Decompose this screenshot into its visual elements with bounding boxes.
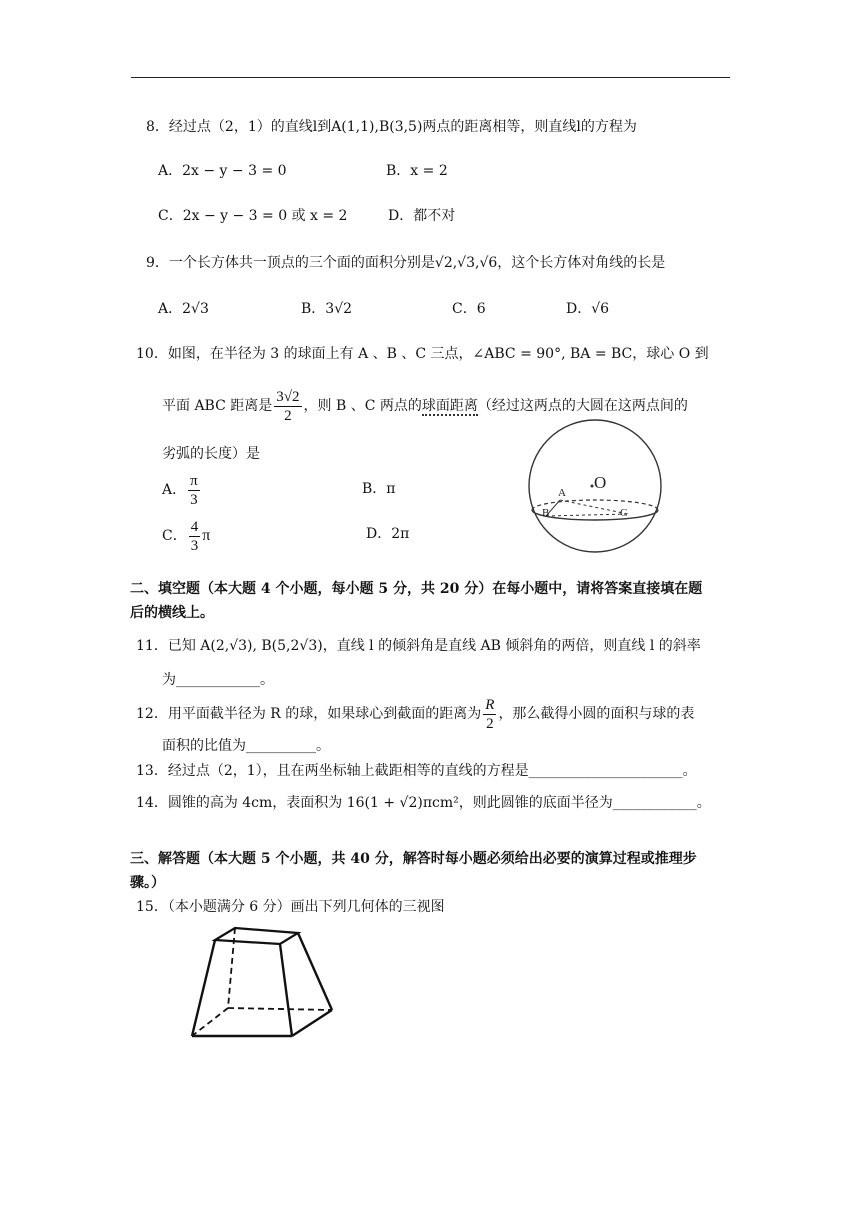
q10-line1: 10．如图，在半径为 3 的球面上有 A 、B 、C 三点，∠ABC = 90°, BA = BC，球心 O 到 — [136, 346, 709, 362]
sphere-figure — [520, 418, 670, 556]
q10-option-c-denominator: 3 — [190, 537, 199, 554]
q14: 14．圆锥的高为 4cm，表面积为 16(1 + √2)πcm²，则此圆锥的底面半径为____________。 — [136, 795, 711, 811]
section2-heading-cont: 后的横线上。 — [130, 605, 214, 621]
q9-option-c: C．6 — [452, 301, 486, 317]
label-a: A — [558, 487, 566, 499]
q11-line1: 11．已知 A(2,√3), B(5,2√3)，直线 l 的倾斜角是直线 AB 倾斜角的两倍，则直线 l 的斜率 — [136, 638, 701, 654]
q12-line2: 面积的比值为__________。 — [162, 738, 330, 754]
q9-option-b: B．3√2 — [301, 301, 353, 317]
q8-option-b: B．x = 2 — [386, 163, 448, 179]
label-c: C — [620, 507, 628, 519]
q10-option-a — [162, 470, 202, 510]
q12-denominator: 2 — [486, 715, 494, 732]
q10-distance-denominator: 2 — [284, 407, 292, 424]
q9-option-d: D．√6 — [566, 301, 610, 317]
sphere-section-back — [532, 500, 658, 510]
q10-option-c-numerator: 4 — [190, 518, 199, 535]
q12-numerator: R — [485, 696, 495, 713]
q12-pre: 12．用平面截半径为 R 的球，如果球心到截面的距离为 — [136, 706, 482, 722]
q10-line2-post: （经过这两点的大圆在这两点间的 — [477, 398, 688, 414]
q12-line1 — [136, 694, 694, 734]
q10-line2-dotted: 球面距离 — [421, 398, 478, 414]
q10-distance-fraction — [274, 388, 301, 425]
section3-heading: 三、解答题（本大题 5 个小题，共 40 分，解答时每小题必须给出必要的演算过程或推理步 — [130, 851, 697, 867]
q11-line2: 为____________。 — [162, 672, 274, 688]
q10-option-b: B．π — [362, 481, 396, 497]
frustum-hidden-back — [228, 1008, 332, 1010]
q10-line3: 劣弧的长度）是 — [162, 446, 260, 462]
q8-option-c: C．2x − y − 3 = 0 或 x = 2 — [158, 208, 348, 224]
header-rule — [131, 77, 730, 78]
frustum-edge-front-right — [280, 944, 292, 1036]
q10-option-a-denominator: 3 — [190, 491, 198, 508]
segment-bc — [546, 514, 628, 516]
section3-heading-cont: 骤。） — [130, 875, 165, 891]
q10-line2-mid: ，则 B 、C 两点的 — [303, 398, 422, 414]
q15: 15．（本小题满分 6 分）画出下列几何体的三视图 — [136, 899, 445, 915]
label-o: O — [594, 473, 607, 492]
q10-option-d: D．2π — [366, 526, 410, 542]
q10-option-a-fraction — [188, 472, 200, 509]
q9-stem: 9．一个长方体共一顶点的三个面的面积分别是√2,√3,√6，这个长方体对角线的长是 — [146, 255, 666, 271]
q10-option-a-label: A． — [162, 482, 187, 498]
frustum-edge-back-right — [298, 933, 332, 1010]
q10-distance-numerator: 3√2 — [276, 388, 300, 405]
q8-stem: 8．经过点（2，1）的直线l到A(1,1),B(3,5)两点的距离相等，则直线l的方程为 — [146, 119, 637, 135]
frustum-top-face — [215, 928, 298, 944]
label-b: B — [542, 507, 550, 519]
section2-heading: 二、填空题（本大题 4 个小题，每小题 5 分，共 20 分）在每小题中，请将答案直接填在题 — [130, 581, 703, 597]
q12-post: ，那么截得小圆的面积与球的表 — [498, 706, 695, 722]
q9-option-a: A．2√3 — [158, 301, 209, 317]
q10-option-a-numerator: π — [190, 472, 198, 489]
frustum-bottom-right — [292, 1010, 332, 1036]
q10-option-c-pi: π — [202, 527, 211, 544]
q10-line2-pre: 平面 ABC 距离是 — [162, 398, 273, 414]
q10-option-c-fraction — [189, 518, 201, 555]
q12-fraction — [483, 696, 496, 733]
segment-ac — [560, 500, 628, 514]
q8-option-d: D．都不对 — [388, 208, 456, 224]
q8-option-a: A．2x − y − 3 = 0 — [158, 163, 287, 179]
frustum-figure — [180, 918, 360, 1046]
q10-option-c — [162, 516, 210, 556]
q10-option-c-label: C． — [162, 528, 187, 544]
q13: 13．经过点（2，1），且在两坐标轴上截距相等的直线的方程是______________________。 — [136, 763, 697, 779]
